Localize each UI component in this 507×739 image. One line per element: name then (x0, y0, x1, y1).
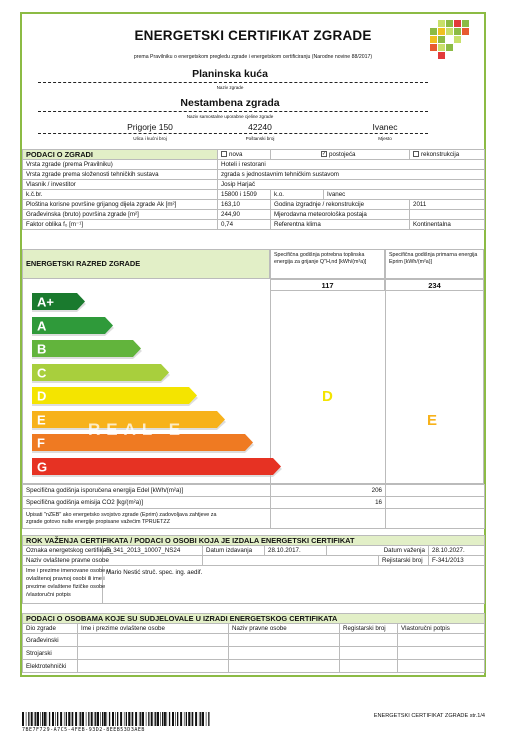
climate-value: Kontinentalna (410, 220, 485, 230)
persons-row-label: Građevinski (23, 634, 78, 647)
delivered-energy-label: Specifična godišnja isporučena energija Edel [kWh/(m²a)] (23, 485, 271, 497)
persons-row-label: Elektrotehnički (23, 660, 78, 673)
area-value: 163,10 (218, 200, 271, 210)
checkbox-nova[interactable] (221, 151, 227, 157)
area-label: Ploština korisne površine grijanog dijela zgrade Ak [m²] (23, 200, 218, 210)
energy-col-divider-2 (385, 291, 386, 484)
energy-col2-value: 234 (385, 279, 484, 291)
address-street: Prigorje 150 (127, 122, 173, 132)
nzeb-note: Upisati "nZEB" ako energetsko svojstvo zgrade (Eprim) zadovoljava zahtjeve za zgrade gotovo nulte energije propisane važećim TPRUETZZ (23, 509, 271, 529)
page-label: ENERGETSKI CERTIFIKAT ZGRADE str.1/4 (373, 713, 485, 719)
energy-class-label: G (37, 459, 48, 474)
gross-area-label: Građevinska (bruto) površina zgrade [m²] (23, 210, 218, 220)
building-data-table (22, 149, 485, 230)
persons-heading: PODACI O OSOBAMA KOJE SU SUDJELOVALE U IZRADI ENERGETSKOG CERTIFIKATA (23, 614, 485, 624)
issue-date-label: Datum izdavanja (203, 546, 265, 556)
energy-class-arrow-c (32, 364, 171, 383)
persons-col-header: Vlastoručni potpis (398, 624, 485, 634)
building-type-label: Naziv samostalne uporabne cjeline zgrade (186, 114, 274, 119)
building-name-label: Naziv zgrade (216, 85, 244, 90)
legal-entity-value (203, 556, 379, 566)
energy-col2-header: Specifična godišnja primarna energija Eprim [kWh/(m²a)] (385, 249, 484, 279)
co2-label: Specifična godišnja emisija CO2 [kg/(m²a)] (23, 497, 271, 509)
energy-col1-header: Specifična godišnja potrebna toplinska energija za grijanje Q''H,nd [kWh/(m²a)] (270, 249, 385, 279)
ko-label: k.o. (271, 190, 324, 200)
address-city: Ivanec (372, 122, 398, 132)
year-value: 2011 (410, 200, 485, 210)
validity-table (22, 535, 485, 604)
persons-row-label: Strojarski (23, 647, 78, 660)
table-row (23, 634, 485, 647)
energy-col-divider-1 (270, 291, 271, 484)
cert-id-value: F_341_2013_10007_NS24 (103, 546, 203, 556)
energy-class-arrow-g (32, 458, 283, 477)
cert-id-label: Oznaka energetskog certifikata (23, 546, 103, 556)
signer-label: Ime i prezime imenovane osobe u ovlaštenoj pravnoj osobi ili ime i prezime ovlaštene fizičke osobe /vlastoručni potpis (23, 566, 103, 604)
barcode (22, 712, 212, 726)
row-label: Vrsta zgrade prema složenosti tehničkih sustava (23, 170, 218, 180)
energy-class-arrow-a (32, 317, 115, 336)
energy-class-label: C (37, 365, 47, 380)
row-value: Josip Harjač (218, 180, 485, 190)
certificate-subtitle: prema Pravilniku o energetskom pregledu zgrade i energetskom certificiranju (Narodne novine 88/2017) (133, 54, 373, 60)
address-street-label: Ulica i kućni broj (133, 136, 167, 141)
energy-class-col2: E (427, 412, 438, 429)
energy-class-label: D (37, 388, 47, 404)
persons-table (22, 613, 485, 673)
row-label: Vrsta zgrade (prema Pravilniku) (23, 160, 218, 170)
persons-col-header: Ime i prezime ovlaštene osobe (78, 624, 229, 634)
address-city-label: Mjesto (378, 136, 392, 141)
building-type-line (38, 111, 428, 112)
registry-label: Rejistarski broj (379, 556, 429, 566)
row-label: Vlasnik / investitor (23, 180, 218, 190)
address-postal: 42240 (248, 122, 272, 132)
address-postal-label: Poštanski broj (245, 136, 275, 141)
barcode-text: 7BE7F729-A7C5-4FEB-93D2-8EEB53D3AEB (22, 727, 145, 733)
building-name-line (38, 82, 428, 83)
delivered-energy-value: 206 (271, 485, 386, 497)
meteo-label: Mjerodavna meteorološka postaja (271, 210, 410, 220)
energy-class-arrow-b (32, 340, 143, 359)
persons-col-header: Registarski broj (340, 624, 398, 634)
issue-date-value: 28.10.2017. (265, 546, 327, 556)
signer-value: Mario Nestić struč. spec. ing. aedif. (103, 566, 485, 604)
meteo-value (410, 210, 485, 220)
option-nova[interactable]: nova (218, 150, 271, 160)
climate-label: Referentna klima (271, 220, 410, 230)
certificate-title: ENERGETSKI CERTIFIKAT ZGRADE (134, 28, 372, 43)
row-value: Hoteli i restorani (218, 160, 485, 170)
table-row (23, 647, 485, 660)
address-line (38, 133, 428, 134)
shape-factor-label: Faktor oblika f₀ [m⁻¹] (23, 220, 218, 230)
shape-factor-value: 0,74 (218, 220, 271, 230)
energy-class-label: B (37, 341, 47, 357)
kc-value: 15800 i 1509 (218, 190, 271, 200)
table-row (23, 660, 485, 673)
energy-class-arrow-d (32, 387, 199, 406)
energy-class-label: A (37, 318, 47, 333)
energy-class-label: A+ (37, 294, 54, 310)
year-label: Godina izgradnje / rekonstrukcije (271, 200, 410, 210)
checkbox-postojeca[interactable]: ✓ (322, 151, 327, 158)
gross-area-value: 244,90 (218, 210, 271, 220)
kc-label: k.č.br. (23, 190, 218, 200)
option-rekonstrukcija[interactable]: rekonstrukcija (410, 150, 485, 160)
checkbox-rekonstrukcija[interactable] (413, 151, 419, 157)
ko-value: Ivanec (324, 190, 485, 200)
energy-class-label: E (37, 412, 46, 427)
energy-col1-value: 117 (270, 279, 385, 291)
energy-heading: ENERGETSKI RAZRED ZGRADE (22, 249, 270, 279)
row-value: zgrada s jednostavnim tehničkim sustavom (218, 170, 485, 180)
validity-heading: ROK VAŽENJA CERTIFIKATA / PODACI O OSOBI KOJA JE IZDALA ENERGETSKI CERTIFIKAT (23, 536, 485, 546)
persons-col-header: Naziv pravne osobe (229, 624, 340, 634)
option-postojeca[interactable]: ✓ postojeća (271, 150, 410, 160)
building-data-heading: PODACI O ZGRADI (23, 150, 218, 160)
building-type: Nestambena zgrada (180, 97, 280, 109)
energy-stats-table (22, 484, 485, 529)
persons-col-header: Dio zgrade (23, 624, 78, 634)
building-name: Planinska kuća (192, 68, 268, 80)
watermark: REAL E (88, 420, 187, 439)
energy-class-col1: D (322, 388, 333, 405)
co2-value: 16 (271, 497, 386, 509)
registry-value: F-341/2013 (429, 556, 485, 566)
energy-class-arrow-aplus (32, 293, 87, 312)
energy-class-label: F (37, 435, 45, 451)
legal-entity-label: Naziv ovlaštene pravne osobe (23, 556, 203, 566)
valid-until-label: Datum važenja (327, 546, 429, 556)
valid-until-value: 28.10.2027. (429, 546, 485, 556)
